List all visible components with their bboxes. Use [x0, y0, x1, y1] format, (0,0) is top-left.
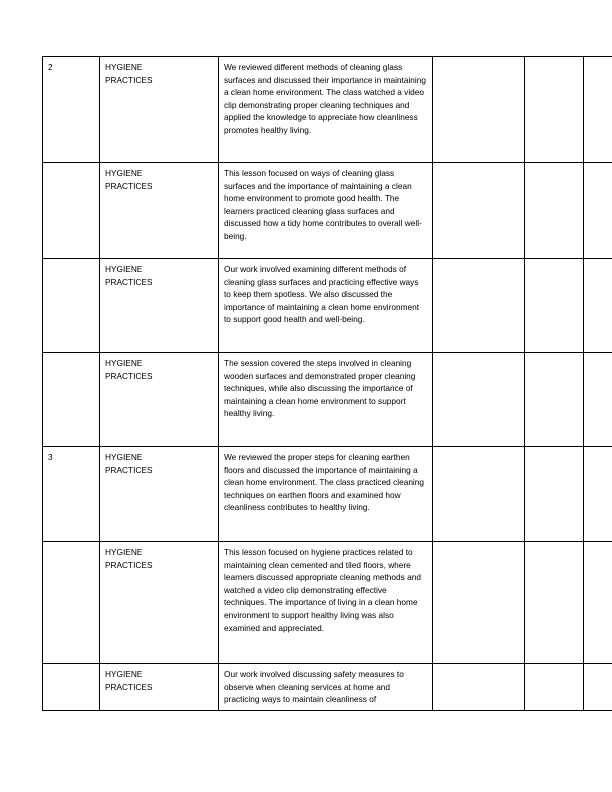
empty-cell — [525, 664, 584, 711]
empty-cell — [525, 163, 584, 259]
empty-cell — [525, 447, 584, 542]
table-row — [43, 664, 612, 711]
lesson-record-table — [42, 56, 612, 711]
week-cell — [43, 163, 100, 259]
empty-cell — [433, 259, 525, 353]
empty-cell — [433, 447, 525, 542]
description-cell — [219, 447, 433, 542]
table-row — [43, 163, 612, 259]
week-cell — [43, 353, 100, 447]
table-row — [43, 447, 612, 542]
empty-cell — [584, 447, 612, 542]
description-text: Our work involved examining different methods of cleaning glass surfaces and practicing effective ways to keep them spotless. We also discussed the importance of maintaining a clean home environment to support good health and well-being. — [224, 264, 420, 325]
week-cell — [43, 447, 100, 542]
description-cell — [219, 163, 433, 259]
description-cell — [219, 259, 433, 353]
week-cell — [43, 664, 100, 711]
description-cell — [219, 57, 433, 163]
empty-cell — [584, 664, 612, 711]
description-cell — [219, 353, 433, 447]
empty-cell — [584, 163, 612, 259]
description-text: We reviewed the proper steps for cleaning earthen floors and discussed the importance of maintaining a clean home environment. The class practiced cleaning techniques on earthen floors and examined how cleanliness contributes to healthy living. — [224, 452, 425, 513]
empty-cell — [525, 542, 584, 664]
description-text: This lesson focused on hygiene practices related to maintaining clean cemented and tiled floors, where learners discussed appropriate cleaning methods and watched a video clip demonstrating effective techniques. The importance of living in a clean home environment to support healthy living was also examined and appreciated. — [224, 547, 421, 633]
topic-cell — [100, 353, 219, 447]
week-cell — [43, 259, 100, 353]
empty-cell — [525, 259, 584, 353]
week-number: 3 — [48, 452, 53, 462]
topic-cell — [100, 163, 219, 259]
description-cell — [219, 664, 433, 711]
topic-cell — [100, 259, 219, 353]
topic-cell — [100, 542, 219, 664]
topic-text: HYGIENE PRACTICES — [105, 669, 153, 692]
week-cell — [43, 57, 100, 163]
topic-text: HYGIENE PRACTICES — [105, 168, 153, 191]
empty-cell — [525, 57, 584, 163]
empty-cell — [584, 353, 612, 447]
description-text: The session covered the steps involved in cleaning wooden surfaces and demonstrated proper cleaning techniques, while also discussing the importance of maintaining a clean home environment to support healthy living. — [224, 358, 416, 419]
topic-cell — [100, 447, 219, 542]
table-row — [43, 542, 612, 664]
empty-cell — [433, 664, 525, 711]
week-cell — [43, 542, 100, 664]
description-cell — [219, 542, 433, 664]
empty-cell — [584, 57, 612, 163]
topic-text: HYGIENE PRACTICES — [105, 358, 153, 381]
description-text: Our work involved discussing safety measures to observe when cleaning services at home and practicing ways to maintain cleanliness of — [224, 669, 404, 705]
topic-text: HYGIENE PRACTICES — [105, 547, 153, 570]
topic-text: HYGIENE PRACTICES — [105, 62, 153, 85]
empty-cell — [433, 57, 525, 163]
topic-cell — [100, 664, 219, 711]
table-row — [43, 259, 612, 353]
empty-cell — [433, 163, 525, 259]
empty-cell — [525, 353, 584, 447]
empty-cell — [433, 542, 525, 664]
topic-cell — [100, 57, 219, 163]
empty-cell — [584, 542, 612, 664]
topic-text: HYGIENE PRACTICES — [105, 452, 153, 475]
empty-cell — [584, 259, 612, 353]
week-number: 2 — [48, 62, 53, 72]
empty-cell — [433, 353, 525, 447]
table-row — [43, 57, 612, 163]
description-text: This lesson focused on ways of cleaning glass surfaces and the importance of maintaining a clean home environment to promote good health. The learners practiced cleaning glass surfaces and discussed how a tidy home contributes to overall well-being. — [224, 168, 422, 241]
description-text: We reviewed different methods of cleaning glass surfaces and discussed their importance in maintaining a clean home environment. The class watched a video clip demonstrating proper cleaning techniques and applied the knowledge to appreciate how cleanliness promotes healthy living. — [224, 62, 426, 135]
topic-text: HYGIENE PRACTICES — [105, 264, 153, 287]
table-row — [43, 353, 612, 447]
